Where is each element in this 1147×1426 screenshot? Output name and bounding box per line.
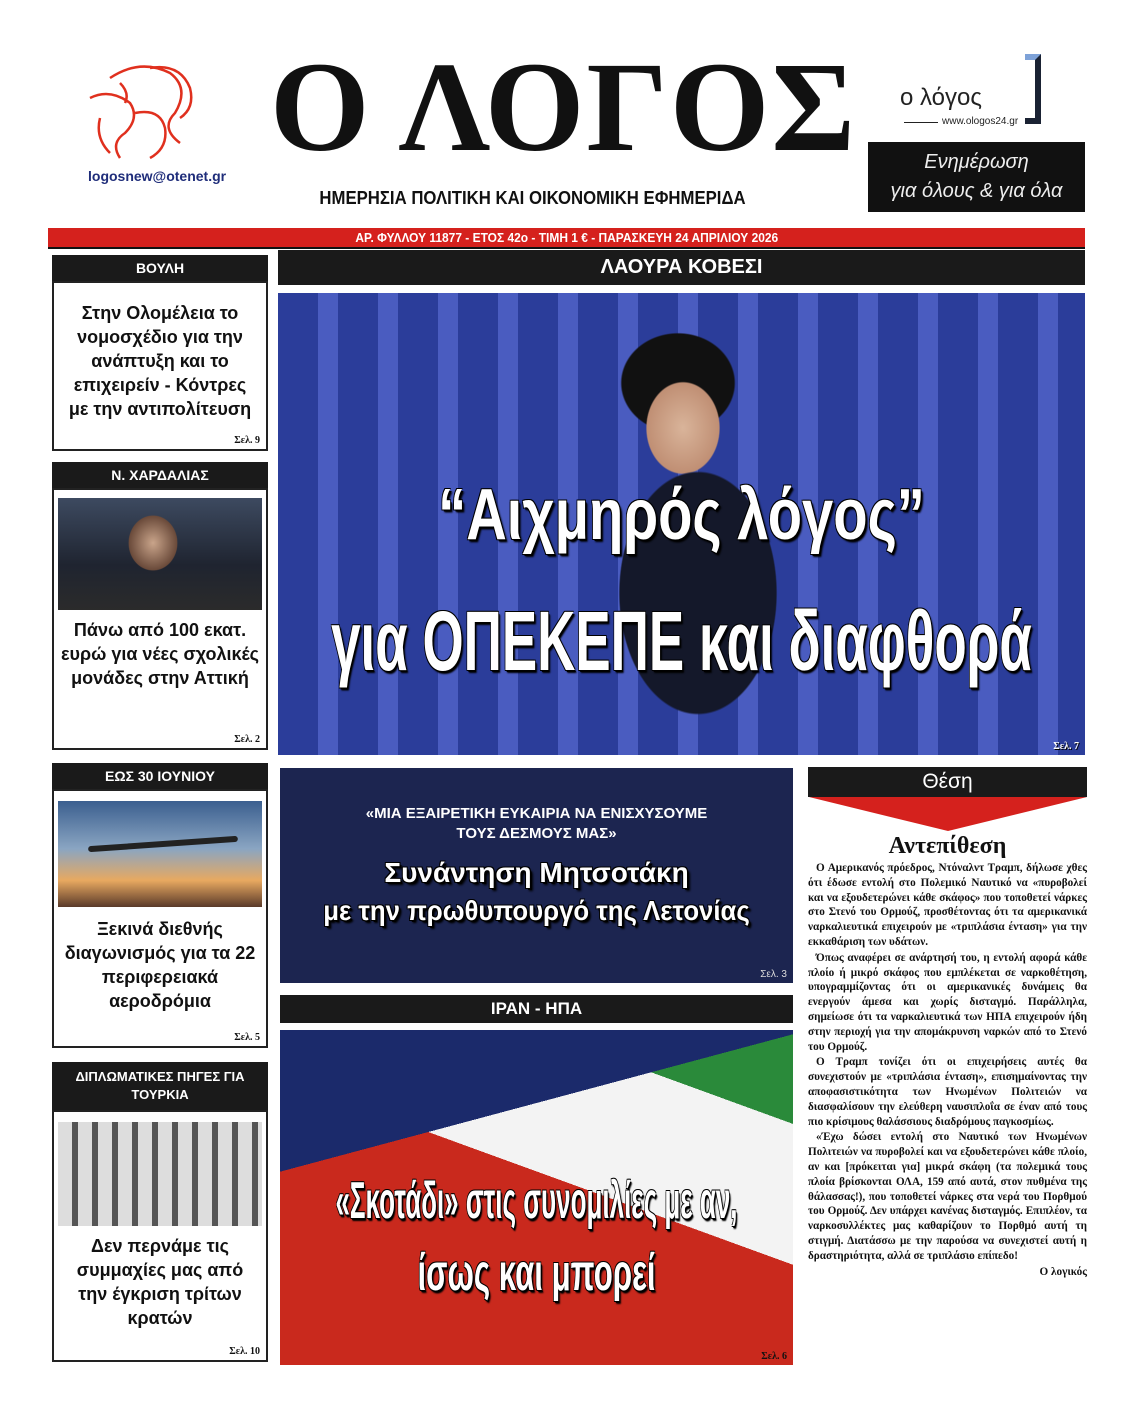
sidebar-story-1[interactable] bbox=[52, 255, 268, 451]
lead-photo[interactable] bbox=[278, 293, 1085, 755]
editorial-body bbox=[808, 861, 1087, 1279]
story-text: Δεν περνάμε τις συμμαχίες μας από την έγκριση τρίτων κρατών bbox=[76, 1236, 244, 1328]
middle-headline-1: Συνάντηση Μητσοτάκη bbox=[384, 857, 689, 888]
editorial-title: Αντεπίθεση bbox=[888, 833, 1007, 859]
story-box bbox=[52, 488, 268, 750]
tagline-box bbox=[868, 142, 1085, 212]
web-logo-24-mark bbox=[1025, 54, 1041, 124]
web-logo[interactable] bbox=[900, 84, 1090, 134]
editorial-paragraph: Όπως αναφέρει σε ανάρτησή του, η εντολή αφορά κάθε πλοίο ή μικρό σκάφος που εμπλέκεται σε ναρκοθέτηση, υπογραμμίζοντας ότι οι αμερικανικές δυνάμεις θα ενεργούν άμεσα και χωρίς δισταγμό. Παράλληλα, σημείωσε ότι τα ναρκαλιευτικά των ΗΠΑ επιχειρούν ήδη στην περιοχή για την απομάκρυνση ναρκών από το Στενό του Ορμούζ. bbox=[808, 951, 1087, 1053]
lead-headline-2: για ΟΠΕΚΕΠΕ και διαφθορά bbox=[331, 594, 1032, 688]
story-text: Στην Ολομέλεια το νομοσχέδιο για την ανάπτυξη και το επιχειρείν - Κόντρες με την αντιπολίτευση bbox=[68, 303, 252, 419]
editorial-paragraph: Ο Τραμπ τονίζει ότι οι επιχειρήσεις αυτές θα συνεχιστούν με «τριπλάσια ένταση», επισημαίνοντας την αποφασιστικότητα των Ηνωμένων Πολιτειών να διασφαλίσουν την ελεύθερη ναυσιπλοΐα σε έναν από τους πιο κρίσιμους θαλάσσιους διαδρόμους παγκοσμίως. bbox=[808, 1056, 1087, 1128]
sidebar-label: ΔΙΠΛΩΜΑΤΙΚΕΣ ΠΗΓΕΣ ΓΙΑ ΤΟΥΡΚΙΑ bbox=[52, 1062, 268, 1110]
sidebar-story-3[interactable] bbox=[52, 763, 268, 1048]
logo-email[interactable]: logosnew@otenet.gr bbox=[88, 168, 227, 184]
story-box bbox=[52, 789, 268, 1048]
middle-story[interactable] bbox=[280, 768, 793, 983]
airplane-photo bbox=[58, 801, 262, 907]
sidebar-story-4[interactable] bbox=[52, 1062, 268, 1362]
page-ref: Σελ. 7 bbox=[1053, 741, 1079, 752]
page-ref: Σελ. 3 bbox=[760, 969, 787, 980]
page-ref: Σελ. 5 bbox=[234, 1032, 260, 1043]
iran-headline-1: «Σκοτάδι» στις συνομιλίες με αν, bbox=[335, 1172, 738, 1230]
tagline-2: για όλους & για όλα bbox=[890, 180, 1063, 202]
story-text: Πάνω από 100 εκατ. ευρώ για νέες σχολικές μονάδες στην Αττική bbox=[60, 620, 260, 688]
web-url-rule bbox=[904, 122, 938, 123]
red-triangle-decoration bbox=[809, 797, 1087, 831]
sidebar-label: ΕΩΣ 30 ΙΟΥΝΙΟΥ bbox=[52, 763, 268, 789]
airplane-icon bbox=[88, 836, 238, 852]
iran-headline-2: ίσως και μπορεί bbox=[417, 1244, 656, 1302]
sidebar-label: ΒΟΥΛΗ bbox=[52, 255, 268, 281]
issue-line: ΑΡ. ΦΥΛΛΟΥ 11877 - ΕΤΟΣ 42ο - ΤΙΜΗ 1 € - ΠΑΡΑΣΚΕΥΗ 24 ΑΠΡΙΛΙΟΥ 2026 bbox=[355, 230, 778, 245]
sidebar-label: Ν. ΧΑΡΔΑΛΙΑΣ bbox=[52, 462, 268, 488]
faces-logo-icon bbox=[80, 58, 240, 168]
web-logo-text: ο λόγος bbox=[900, 84, 982, 111]
page-ref: Σελ. 10 bbox=[229, 1346, 260, 1357]
flags-photo[interactable] bbox=[280, 1030, 793, 1365]
story-box bbox=[52, 281, 268, 451]
editorial-signature: Ο λογικός bbox=[1039, 1265, 1087, 1278]
story-text: Ξεκινά διεθνής διαγωνισμός για τα 22 περιφερειακά αεροδρόμια bbox=[64, 919, 256, 1011]
editorial-paragraph: «Έχω δώσει εντολή στο Ναυτικό των Ηνωμένων Πολιτειών να πυροβολεί και να εξουδετερώνει κάθε πλοίο, αν και [πρόκειται για] μικρά σκάφη (τα πολεμικά τους πλοία βρίσκονται ΟΛΑ, 159 από αυτά, στον πυθμένα της θάλασσας!), που τοποθετεί νάρκες στα νερά του Πορθμού του Ορμούζ. Δεν υπάρχει κανένας δισταγμός. Επιπλέον, τα ναρκοσυλλέκτες μας καθαρίζουν το Πορθμό αυτή τη στιγμή. Διατάσσω με την παρούσα να συνεχιστεί αυτή η δραστηριότητα, αλλά σε τριπλάσιο επίπεδο! bbox=[808, 1131, 1087, 1262]
sidebar-story-2[interactable] bbox=[52, 462, 268, 750]
middle-kicker: «ΜΙΑ ΕΞΑΙΡΕΤΙΚΗ ΕΥΚΑΙΡΙΑ ΝΑ ΕΝΙΣΧΥΣΟΥΜΕ ΤΟΥΣ ΔΕΣΜΟΥΣ ΜΑΣ» bbox=[365, 805, 708, 842]
page-ref: Σελ. 6 bbox=[761, 1351, 787, 1362]
masthead-subtitle: ΗΜΕΡΗΣΙΑ ΠΟΛΙΤΙΚΗ ΚΑΙ ΟΙΚΟΝΟΜΙΚΗ ΕΦΗΜΕΡΙΔΑ bbox=[319, 188, 746, 208]
page-ref: Σελ. 9 bbox=[234, 435, 260, 446]
building-photo bbox=[58, 1122, 262, 1226]
story-box bbox=[52, 1110, 268, 1362]
masthead-title: Ο ΛΟΓΟΣ bbox=[270, 36, 858, 178]
tagline-1: Ενημέρωση bbox=[924, 151, 1029, 173]
editorial bbox=[808, 767, 1087, 1377]
story-photo bbox=[58, 498, 262, 610]
editorial-section-label: Θέση bbox=[808, 767, 1087, 797]
editorial-paragraph: Ο Αμερικανός πρόεδρος, Ντόναλντ Τραμπ, δήλωσε χθες ότι έδωσε εντολή στο Πολεμικό Ναυτικό να «πυροβολεί και να εξουδετερώνει κάθε σκάφος» που τοποθετεί νάρκες στο Στενό του Ορμούζ, προσθέτοντας ότι τα αμερικανικά ναρκαλιευτικά επιχειρούν με «τριπλάσια ένταση» για την εκκαθάριση των υδάτων. bbox=[808, 862, 1087, 948]
lead-headline-1: “Αιχμηρός λόγος” bbox=[438, 475, 925, 555]
page-ref: Σελ. 2 bbox=[234, 734, 260, 745]
iran-label: ΙΡΑΝ - ΗΠΑ bbox=[280, 995, 793, 1023]
lead-label: ΛΑΟΥΡΑ ΚΟΒΕΣΙ bbox=[278, 250, 1085, 285]
middle-headline-2: με την πρωθυπουργό της Λετονίας bbox=[323, 895, 750, 926]
issue-strip bbox=[48, 228, 1085, 249]
web-url[interactable]: www.ologos24.gr bbox=[942, 116, 1019, 127]
logo-art bbox=[80, 58, 240, 168]
